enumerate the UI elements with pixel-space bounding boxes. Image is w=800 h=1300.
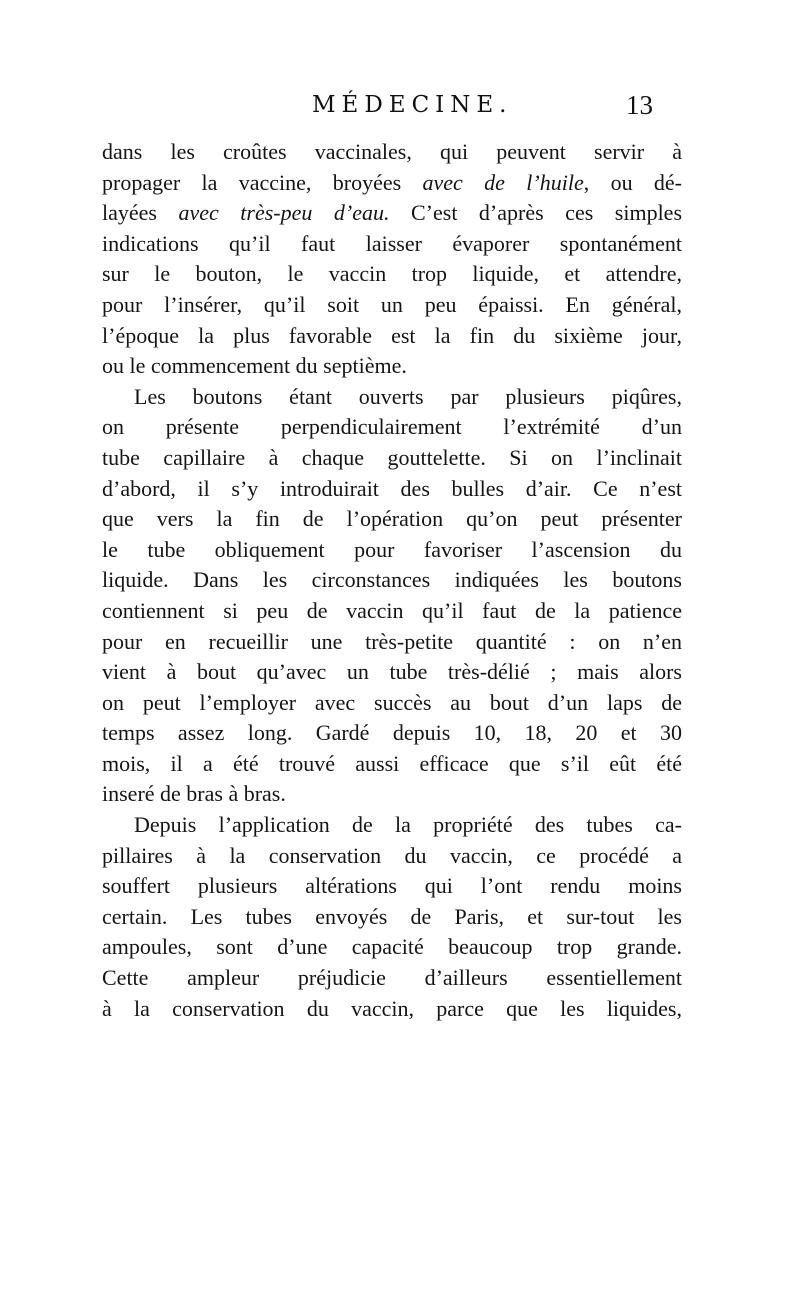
text-line [102, 688, 682, 719]
text-line-segment: temps assez long. Gardé depuis 10, 18, 20 et 30 [102, 720, 682, 746]
page-number: 13 [626, 90, 653, 120]
text-line-segment: le tube obliquement pour favoriser l’ascension du [102, 536, 682, 562]
running-title: MÉDECINE. [312, 92, 513, 118]
text-line [102, 535, 682, 566]
text-line-segment: on peut l’employer avec succès au bout d’un laps de [102, 689, 682, 715]
text-line-segment: , ou dé- [583, 169, 682, 195]
text-line-segment: inseré de bras à bras. [102, 781, 286, 807]
text-line [102, 412, 682, 443]
text-line-segment: que vers la fin de l’opération qu’on peut présenter [102, 506, 682, 532]
text-line-segment: Cette ampleur préjudicie d’ailleurs essentiellement [102, 965, 682, 991]
text-line-segment: Les boutons étant ouverts par plusieurs piqûres, [134, 383, 682, 409]
italic-phrase: avec de l’huile [422, 169, 584, 195]
text-line-segment: contiennent si peu de vaccin qu’il faut de la patience [102, 597, 682, 623]
text-line-segment: indications qu’il faut laisser évaporer spontanément [102, 230, 682, 256]
text-line [102, 596, 682, 627]
text-line-segment: à la conservation du vaccin, parce que les liquides, [102, 995, 682, 1021]
text-line-segment: dans les croûtes vaccinales, qui peuvent servir à [102, 139, 682, 164]
text-line [102, 657, 682, 688]
text-line [102, 198, 682, 229]
text-line [102, 627, 682, 658]
text-line [102, 321, 682, 352]
text-line [102, 382, 682, 413]
italic-phrase: avec très-peu d’eau. [178, 200, 390, 226]
text-line-segment: on présente perpendiculairement l’extrémité d’un [102, 414, 682, 440]
text-line-segment: liquide. Dans les circonstances indiquées les boutons [102, 567, 682, 593]
text-line-segment: certain. Les tubes envoyés de Paris, et sur-tout les [102, 903, 682, 929]
text-line [102, 871, 682, 902]
text-line [102, 443, 682, 474]
text-line [102, 565, 682, 596]
text-line [102, 504, 682, 535]
text-line [102, 259, 682, 290]
text-line [102, 137, 682, 168]
text-line-segment: Depuis l’application de la propriété des tubes ca- [134, 812, 682, 838]
body-text [102, 137, 682, 1024]
text-line-segment: sur le bouton, le vaccin trop liquide, et attendre, [102, 261, 682, 287]
text-line [102, 749, 682, 780]
text-line-segment: pillaires à la conservation du vaccin, ce procédé a [102, 842, 682, 868]
text-line-segment: mois, il a été trouvé aussi efficace que s’il eût été [102, 750, 682, 776]
text-line [102, 932, 682, 963]
text-line [102, 351, 682, 382]
text-line-segment: souffert plusieurs altérations qui l’ont rendu moins [102, 873, 682, 899]
text-line-segment: ou le commencement du septième. [102, 353, 407, 379]
text-line [102, 474, 682, 505]
text-line [102, 963, 682, 994]
text-line-segment: d’abord, il s’y introduirait des bulles d’air. Ce n’est [102, 475, 682, 501]
text-line [102, 718, 682, 749]
running-head [0, 92, 800, 136]
text-line-segment: propager la vaccine, broyées [102, 169, 423, 195]
text-line [102, 841, 682, 872]
text-line [102, 779, 682, 810]
text-line [102, 168, 682, 199]
text-line-segment: vient à bout qu’avec un tube très-délié ; mais alors [102, 659, 682, 685]
text-line-segment: l’époque la plus favorable est la fin du sixième jour, [102, 322, 682, 348]
text-line-segment: pour en recueillir une très-petite quantité : on n’en [102, 628, 682, 654]
text-line [102, 229, 682, 260]
text-line [102, 290, 682, 321]
text-line-segment: ampoules, sont d’une capacité beaucoup trop grande. [102, 934, 682, 960]
text-line-segment: tube capillaire à chaque gouttelette. Si on l’inclinait [102, 444, 682, 470]
text-line-segment: pour l’insérer, qu’il soit un peu épaissi. En général, [102, 291, 682, 317]
text-line [102, 810, 682, 841]
text-line [102, 994, 682, 1025]
text-line-segment: C’est d’après ces simples [389, 200, 683, 226]
text-line-segment: layées [102, 200, 179, 226]
text-line [102, 902, 682, 933]
